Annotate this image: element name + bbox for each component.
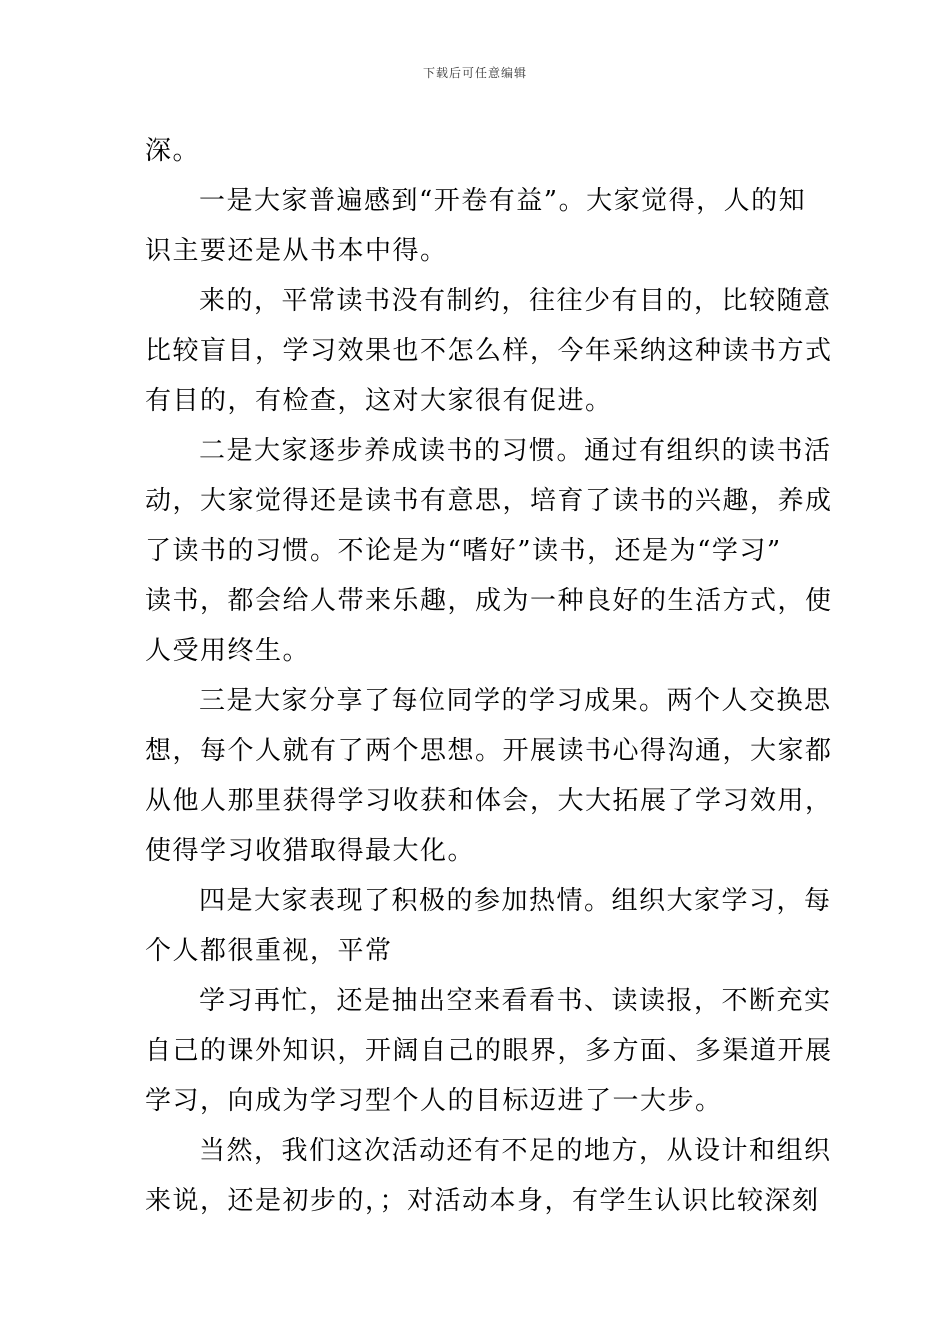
text-line: 自己的课外知识，开阔自己的眼界，多方面、多渠道开展 [145,1036,833,1066]
text-line: 从他人那里获得学习收获和体会，大大拓展了学习效用， [145,786,833,816]
text-line: 学习，向成为学习型个人的目标迈进了一大步。 [145,1086,723,1116]
text-line: 动，大家觉得还是读书有意思，培育了读书的兴趣，养成 [145,486,833,516]
text-line: 使得学习收猎取得最大化。 [145,836,476,866]
paragraph-first-line: 当然，我们这次活动还有不足的地方，从设计和组织 [199,1136,832,1166]
paragraph-first-line: 来的，平常读书没有制约，往往少有目的，比较随意 [199,286,832,316]
text-line: 有目的，有检查，这对大家很有促进。 [145,386,613,416]
text-line: 来说，还是初步的，；对活动本身，有学生认识比较深刻 [145,1186,820,1216]
text-line: 个人都很重视，平常 [145,936,393,966]
text-line: 了读书的习惯。不论是为“嗜好”读书，还是为“学习” [145,536,782,566]
document-body [145,126,833,1226]
text-line: 比较盲目，学习效果也不怎么样，今年采纳这种读书方式 [145,336,833,366]
paragraph-first-line: 三是大家分享了每位同学的学习成果。两个人交换思 [199,686,832,716]
text-line: 识主要还是从书本中得。 [145,236,448,266]
paragraph-first-line: 学习再忙，还是抽出空来看看书、读读报，不断充实 [199,986,832,1016]
paragraph-first-line: 四是大家表现了积极的参加热情。组织大家学习，每 [199,886,832,916]
text-line: 深。 [145,136,201,166]
paragraph-first-line: 一是大家普遍感到“开卷有益”。大家觉得，人的知 [199,186,807,216]
paragraph-first-line: 二是大家逐步养成读书的习惯。通过有组织的读书活 [199,436,832,466]
page-header: 下载后可任意编辑 [422,66,527,80]
text-line: 人受用终生。 [145,636,311,666]
text-line: 想，每个人就有了两个思想。开展读书心得沟通，大家都 [145,736,833,766]
text-line: 读书，都会给人带来乐趣，成为一种良好的生活方式，使 [145,586,833,616]
